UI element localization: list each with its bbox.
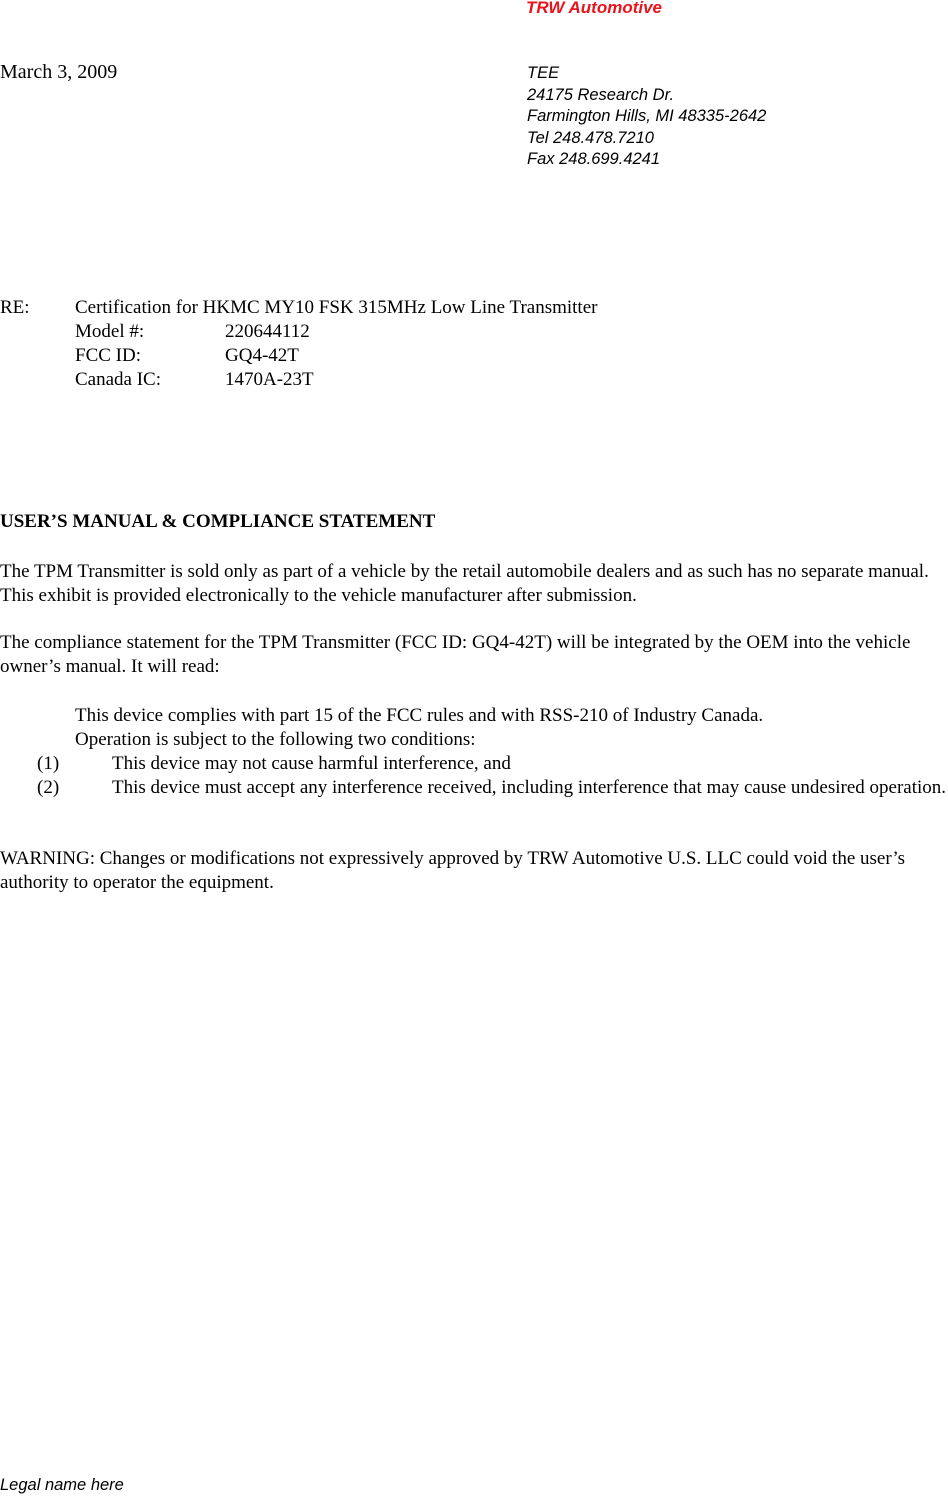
statement-line: Operation is subject to the following two conditions: xyxy=(75,729,476,750)
re-detail-row xyxy=(0,344,597,368)
canada-ic-label: Canada IC: xyxy=(75,369,162,390)
company-name: TRW Automotive xyxy=(526,0,662,17)
fcc-id-label: FCC ID: xyxy=(75,345,141,366)
condition-text: This device may not cause harmful interference, and xyxy=(112,753,511,774)
condition-number: (1) xyxy=(37,753,60,774)
re-detail-row xyxy=(0,320,597,344)
re-subject: Certification for HKMC MY10 FSK 315MHz Low Line Transmitter xyxy=(75,297,598,318)
address-line-department: TEE xyxy=(527,64,560,82)
canada-ic-value: 1470A-23T xyxy=(225,369,314,390)
address-line-city: Farmington Hills, MI 48335-2642 xyxy=(527,107,767,125)
fcc-id-value: GQ4-42T xyxy=(225,345,299,366)
condition-item xyxy=(37,776,948,800)
address-line-tel: Tel 248.478.7210 xyxy=(527,128,654,147)
re-block xyxy=(0,296,597,392)
document-heading: USER’S MANUAL & COMPLIANCE STATEMENT xyxy=(0,511,436,532)
condition-number: (2) xyxy=(37,777,60,798)
warning-paragraph: WARNING: Changes or modifications not expressively approved by TRW Automotive U.S. LLC could void the user’s authority to operator the equipment. xyxy=(0,848,906,893)
paragraph-separate-manual: The TPM Transmitter is sold only as part of a vehicle by the retail automobile dealers and as such has no separate manual. This exhibit is provided electronically to the vehicle manufacturer after submission. xyxy=(0,561,929,606)
letter-date: March 3, 2009 xyxy=(0,61,118,83)
paragraph-compliance-intro: The compliance statement for the TPM Transmitter (FCC ID: GQ4-42T) will be integrated by the OEM into the vehicle owner’s manual. It will read: xyxy=(0,632,911,677)
condition-text: This device must accept any interference received, including interference that may cause undesired operation. xyxy=(112,777,947,798)
address-line-street: 24175 Research Dr. xyxy=(527,85,675,104)
model-value: 220644112 xyxy=(225,321,310,342)
statement-line: This device complies with part 15 of the FCC rules and with RSS-210 of Industry Canada. xyxy=(75,705,764,726)
company-address xyxy=(527,63,766,171)
address-line-fax: Fax 248.699.4241 xyxy=(527,150,661,168)
compliance-statement xyxy=(37,704,948,800)
model-label: Model #: xyxy=(75,321,145,342)
re-subject-row xyxy=(0,296,597,320)
legal-name-footer: Legal name here xyxy=(0,1476,124,1494)
condition-item xyxy=(37,752,948,776)
re-detail-row xyxy=(0,368,597,392)
re-label: RE: xyxy=(0,297,30,318)
